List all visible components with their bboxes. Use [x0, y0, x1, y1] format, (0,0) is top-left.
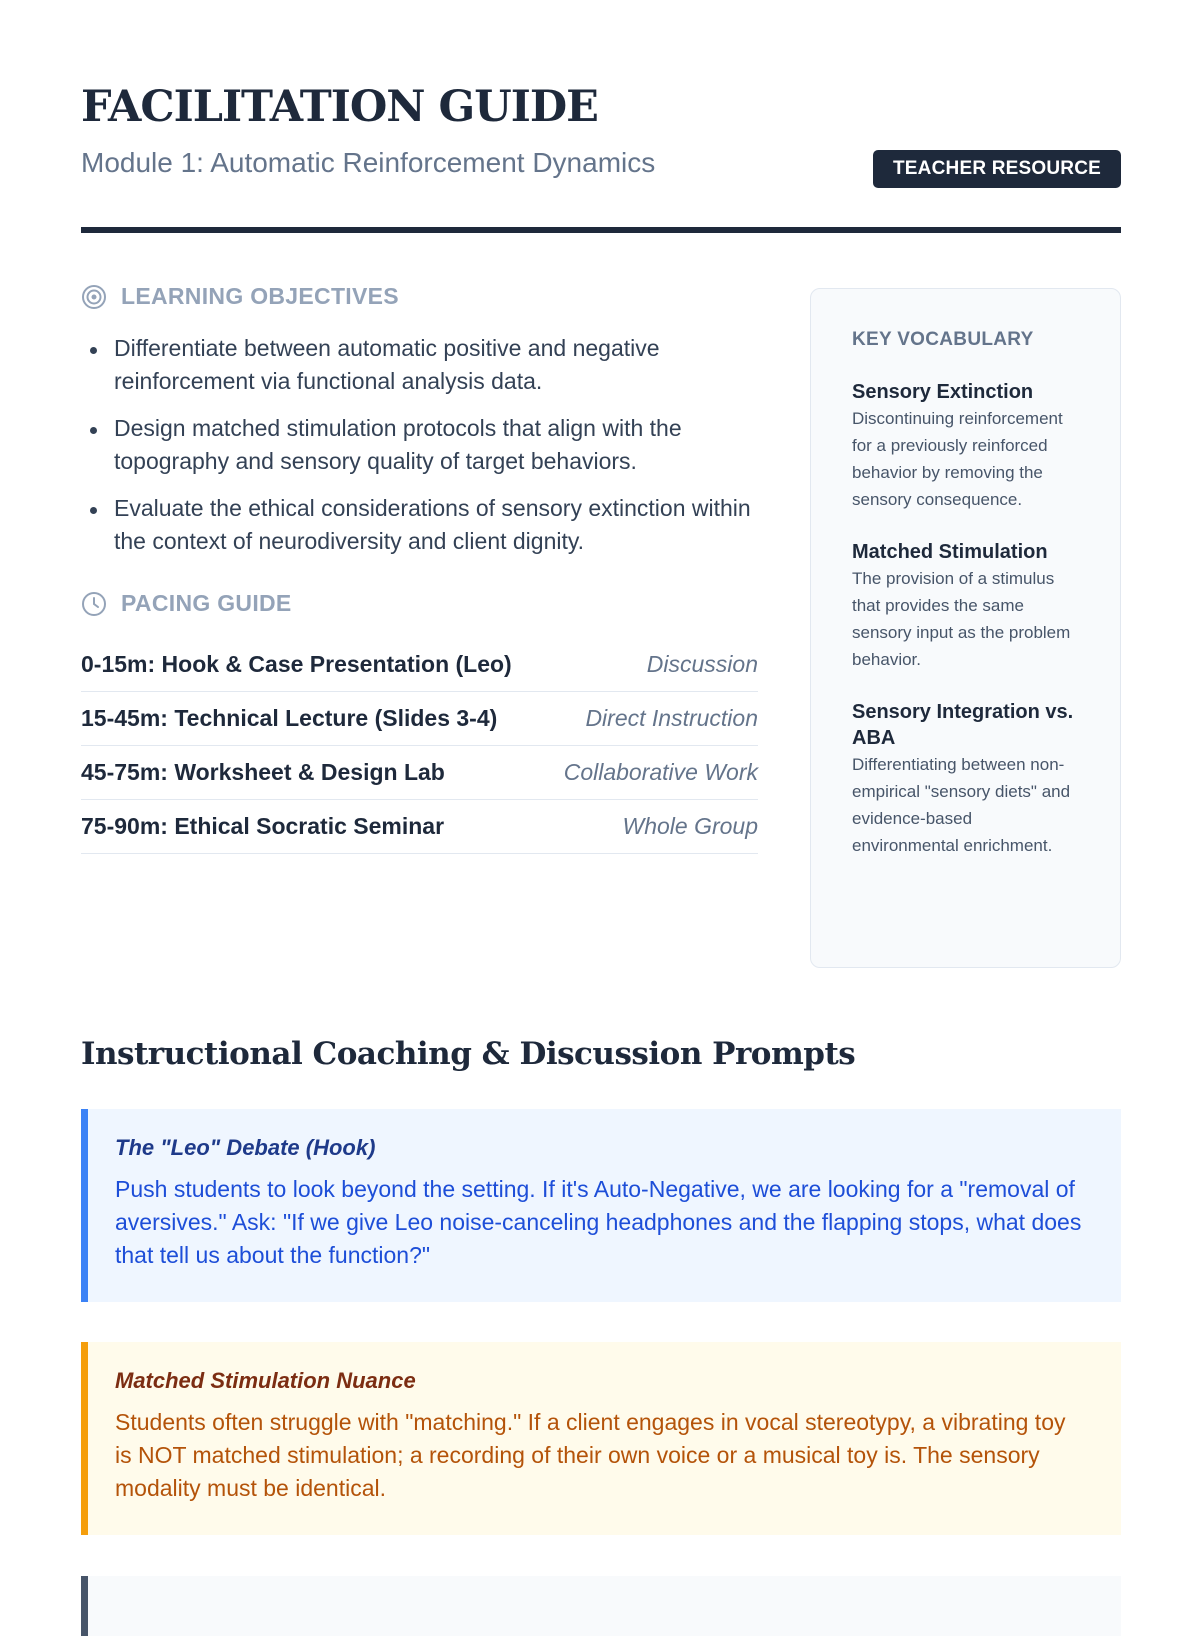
- pacing-activity-type: Discussion: [646, 651, 758, 677]
- objective-item: Evaluate the ethical considerations of sensory extinction within the context of neurodiversity and client dignity.: [81, 492, 771, 558]
- pacing-heading: [81, 590, 292, 617]
- pacing-activity-type: Whole Group: [622, 813, 758, 839]
- pacing-time-label: 45-75m: Worksheet & Design Lab: [81, 759, 445, 785]
- target-icon: [81, 284, 107, 310]
- clock-icon: [81, 591, 107, 617]
- term-name: Matched Stimulation: [852, 541, 1048, 563]
- prompt-card-partial: [81, 1576, 1121, 1636]
- vocabulary-heading: KEY VOCABULARY: [852, 329, 1034, 350]
- prompt-body: Students often struggle with "matching." If a client engages in vocal stereotypy, a vibrating toy is NOT matched stimulation; a recording of their own voice or a musical toy is. The sensory modality must be identical.: [115, 1409, 1066, 1501]
- key-vocabulary-panel: [810, 288, 1121, 968]
- term-definition: Differentiating between non-empirical "sensory diets" and evidence-based environmental enrichment.: [852, 755, 1071, 855]
- prompt-card-matched-stimulation: [81, 1342, 1121, 1535]
- pacing-activity-type: Direct Instruction: [585, 705, 758, 731]
- pacing-time-label: 15-45m: Technical Lecture (Slides 3-4): [81, 705, 498, 731]
- term-definition: The provision of a stimulus that provides the same sensory input as the problem behavior.: [852, 569, 1071, 669]
- pacing-activity-type: Collaborative Work: [563, 759, 758, 785]
- prompt-title: The "Leo" Debate (Hook): [115, 1135, 376, 1160]
- term-definition: Discontinuing reinforcement for a previously reinforced behavior by removing the sensory consequence.: [852, 409, 1063, 509]
- term-name: Sensory Extinction: [852, 381, 1034, 403]
- header-divider: [81, 227, 1121, 233]
- pacing-row: [81, 746, 758, 800]
- prompt-card-leo-debate: [81, 1109, 1121, 1302]
- coaching-section-title: Instructional Coaching & Discussion Prompts: [81, 1036, 856, 1072]
- objectives-list: [81, 332, 771, 572]
- objective-item: Design matched stimulation protocols that align with the topography and sensory quality of target behaviors.: [81, 412, 771, 478]
- objectives-heading-label: LEARNING OBJECTIVES: [121, 283, 399, 309]
- vocabulary-term: [852, 699, 1080, 859]
- vocabulary-term: [852, 539, 1080, 673]
- page-subtitle: Module 1: Automatic Reinforcement Dynamics: [81, 147, 656, 178]
- prompt-body: Push students to look beyond the setting. If it's Auto-Negative, we are looking for a "removal of aversives." Ask: "If we give Leo noise-canceling headphones and the flapping stops, what does that tell us about the function?": [115, 1176, 1082, 1268]
- vocabulary-term: [852, 379, 1080, 513]
- term-name: Sensory Integration vs. ABA: [852, 701, 1074, 749]
- prompt-title: Matched Stimulation Nuance: [115, 1368, 416, 1393]
- page-title: FACILITATION GUIDE: [81, 82, 598, 132]
- pacing-table: [81, 638, 758, 854]
- objectives-heading: [81, 283, 399, 310]
- pacing-row: [81, 638, 758, 692]
- pacing-time-label: 0-15m: Hook & Case Presentation (Leo): [81, 651, 512, 677]
- pacing-row: [81, 692, 758, 746]
- pacing-time-label: 75-90m: Ethical Socratic Seminar: [81, 813, 445, 839]
- pacing-heading-label: PACING GUIDE: [121, 590, 292, 616]
- objective-item: Differentiate between automatic positive and negative reinforcement via functional analysis data.: [81, 332, 771, 398]
- teacher-resource-badge: TEACHER RESOURCE: [873, 150, 1121, 188]
- pacing-row: [81, 800, 758, 854]
